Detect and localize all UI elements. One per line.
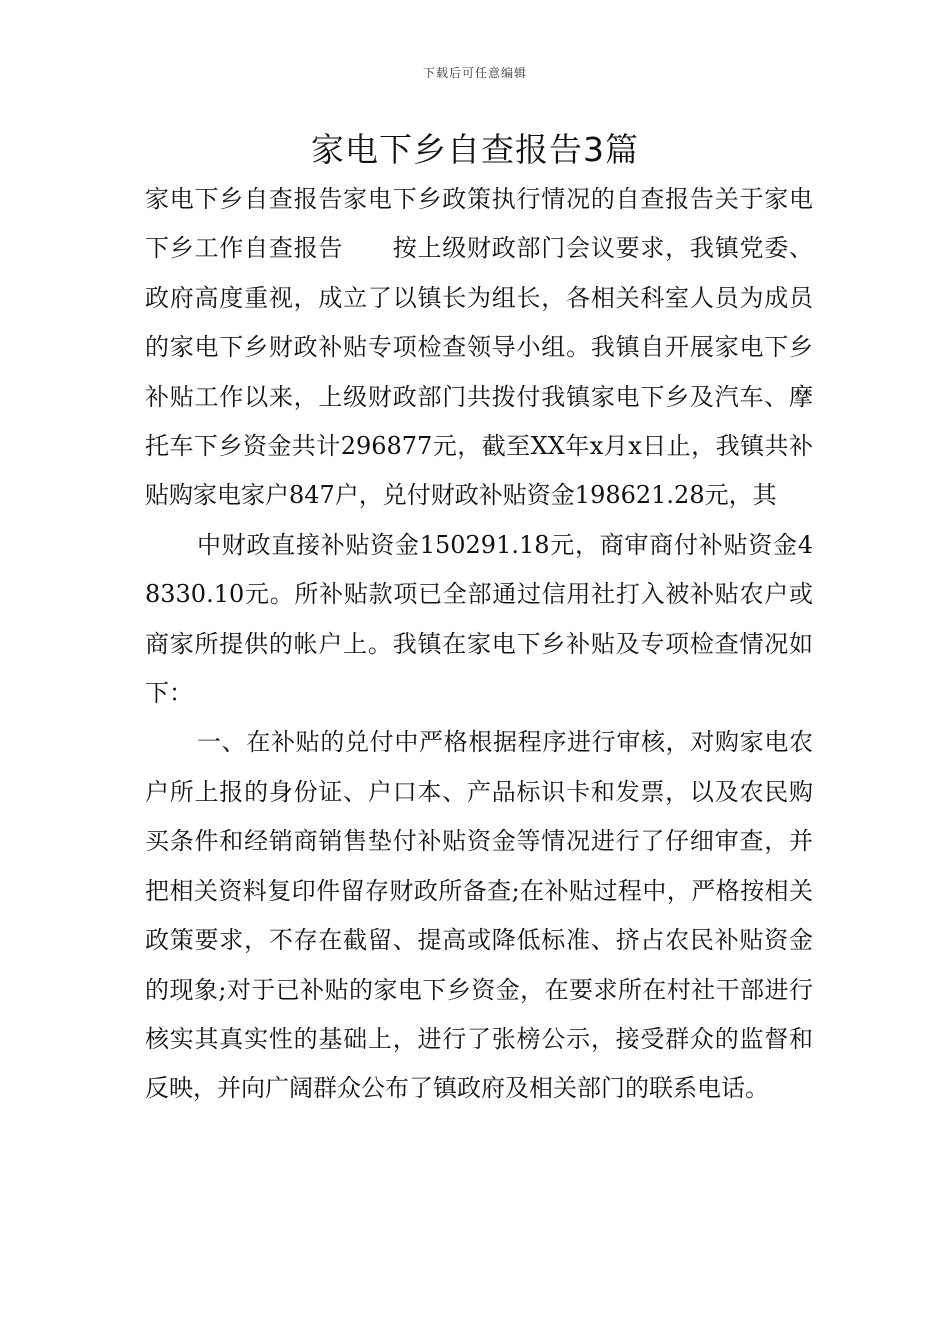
document-title: 家电下乡自查报告3篇 — [311, 130, 639, 169]
paragraph-1: 家电下乡自查报告家电下乡政策执行情况的自查报告关于家电下乡工作自查报告 按上级财政部门会议要求，我镇党委、政府高度重视，成立了以镇长为组长，各相关科室人员为成员的家电下乡财政补贴专项检查领导小组。我镇自开展家电下乡补贴工作以来，上级财政部门共拨付我镇家电下乡及汽车、摩托车下乡资金共计296877元，截至XX年x月x日止，我镇共补贴购家电家户847户，兑付财政补贴资金198621.28元，其 — [145, 185, 813, 510]
header-note: 下载后可任意编辑 — [422, 66, 527, 80]
paragraph-3: 一、在补贴的兑付中严格根据程序进行审核，对购家电农户所上报的身份证、户口本、产品标识卡和发票，以及农民购买条件和经销商销售垫付补贴资金等情况进行了仔细审查，并把相关资料复印件留存财政所备查;在补贴过程中，严格按相关政策要求，不存在截留、提高或降低标准、挤占农民补贴资金的现象;对于已补贴的家电下乡资金，在要求所在村社干部进行核实其真实性的基础上，进行了张榜公示，接受群众的监督和反映，并向广阔群众公布了镇政府及相关部门的联系电话。 — [145, 728, 813, 1103]
paragraph-2: 中财政直接补贴资金150291.18元，商审商付补贴资金48330.10元。所补贴款项已全部通过信用社打入被补贴农户或商家所提供的帐户上。我镇在家电下乡补贴及专项检查情况如下： — [145, 530, 813, 708]
document-body — [145, 175, 813, 1114]
